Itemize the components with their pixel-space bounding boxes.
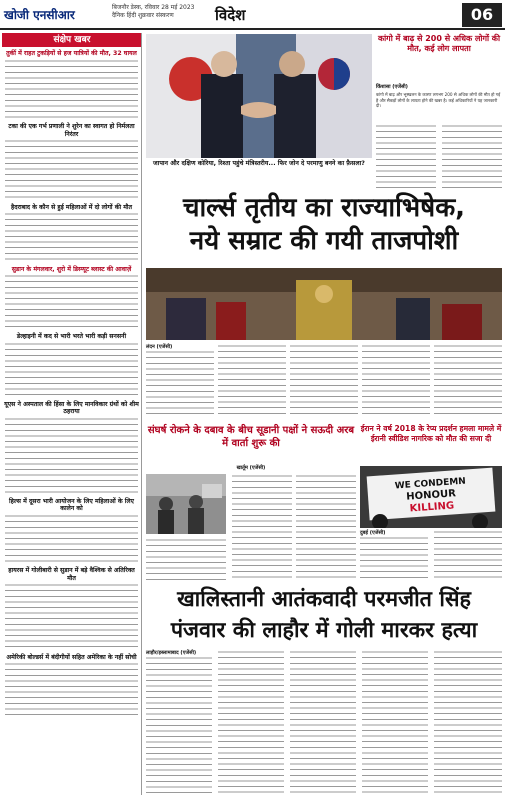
khalistani-killing-headline — [146, 584, 502, 648]
brief-news-text-lines — [5, 212, 138, 262]
dateline-edition: दैनिक हिंदी शुक्रवार संस्करण — [112, 12, 174, 19]
sudan-talks-headline: संघर्ष रोकने के दबाव के बीच सूडानी पक्षों ने सऊदी अरब में वार्ता शुरू की — [147, 425, 355, 449]
brief-news-headline: यूएस ने अस्पताल की हिंसा के लिए मानविकार ग्रंथों को शीम ठहराया — [4, 400, 139, 416]
iran-execution-headline: ईरान ने वर्ष 2018 के रेप्य प्रदर्शन हमला मामले में ईरानी स्वीडिश नागरिक को मौत की सजा दी — [360, 424, 502, 443]
banner-text-line1: WE CONDEMN — [394, 476, 467, 492]
coronation-headline-line1: चार्ल्स तृतीय का राज्याभिषेक, — [182, 193, 466, 223]
text-lines — [232, 474, 292, 580]
text-lines — [146, 350, 214, 416]
photo-caption: जापान और दक्षिण कोरिया, रिश्ता पहुंचे मंत्रिस्तरीय... फिर जोन दे परमाणु बनने का फ़ैसला? — [153, 160, 365, 167]
dateline — [112, 4, 195, 20]
brief-news-headline: हिल्स में दूसरा भारी आयोजन के लिए महिलाओं के लिए कालेन को — [9, 497, 134, 513]
brief-news-text-lines — [5, 274, 138, 330]
text-lines — [442, 124, 502, 188]
text-lines — [362, 650, 428, 796]
congo-flood-byline: किंशासा (एजेंसी) — [376, 84, 408, 90]
brief-news-text-lines — [5, 514, 138, 564]
newspaper-brand: खोजी एनसीआर — [4, 8, 75, 22]
coronation-byline: लंदन (एजेंसी) — [146, 344, 173, 350]
iran-execution-byline: दुबई (एजेंसी) — [360, 530, 386, 536]
coronation-byline-column — [146, 344, 214, 418]
section-title: विदेश — [215, 6, 246, 24]
brief-news-item — [2, 50, 141, 120]
sudan-talks-byline: खार्तूम (एजेंसी) — [236, 465, 266, 471]
brief-news-text-lines — [5, 342, 138, 398]
coronation-headline — [146, 192, 502, 266]
brief-news-headline: हैदराबाद के कौन से हुई महिलाओं में दो लोगों की मौत — [10, 203, 133, 211]
congo-flood-headline: कांगो में बाढ़ से 200 से अधिक लोगों की मौत, कई लोग लापता — [377, 34, 501, 53]
text-lines — [434, 530, 502, 580]
brief-news-text-lines — [5, 662, 138, 718]
text-lines — [218, 650, 284, 796]
brief-news-item — [2, 123, 141, 201]
text-lines — [146, 538, 226, 580]
brief-news-headline: हायरस में गोलीबारी से सुडान में बड़े वैश्विक से अतिरिक्त मौत — [8, 567, 135, 582]
brief-news-column — [2, 33, 142, 795]
khalistani-byline-column — [146, 650, 212, 796]
page-header — [0, 0, 505, 30]
brief-news-headline: सुडान के मंगलवार, शुरो में डिस्प्यूट ब्लास्ट की आवाज़ें — [11, 265, 132, 273]
banner-text-line3: KILLING — [409, 500, 455, 515]
coronation-headline-line2: नये सम्राट की गयी ताजपोशी — [189, 226, 459, 256]
text-lines — [296, 474, 356, 580]
text-lines — [434, 344, 502, 418]
brief-news-text-lines — [5, 59, 138, 121]
leaders-handshake-photo — [146, 34, 372, 158]
brief-news-item — [2, 498, 141, 564]
khalistani-killing-body — [146, 650, 502, 796]
brief-news-banner: संक्षेप खबर — [2, 33, 142, 47]
iran-execution-body — [360, 530, 502, 580]
brief-news-item — [2, 266, 141, 331]
brief-news-item — [2, 204, 141, 263]
text-lines — [146, 656, 212, 794]
banner-text-line2: HONOUR — [406, 488, 457, 503]
text-lines — [376, 124, 436, 188]
coronation-photo — [146, 268, 502, 340]
iran-byline-column — [360, 530, 428, 580]
brief-news-text-lines — [5, 417, 138, 495]
brief-news-headline: अमेरिकी बोल्डर्स में बंदीगीयों सहित अमेरिका के नहीं सोची — [6, 653, 137, 661]
text-lines — [290, 344, 358, 418]
khalistani-byline: लाहौर/इस्लामाबाद (एजेंसी) — [146, 650, 197, 656]
brief-news-headline: तुर्की में राहत टुकड़ियों से हज यात्रियों की मौत, 32 घायल — [6, 50, 137, 57]
text-lines — [360, 536, 428, 578]
honour-killing-protest-photo — [360, 466, 502, 528]
brief-news-item — [2, 401, 141, 495]
brief-news-list — [2, 50, 141, 718]
khalistani-headline-line2: पंजवार की लाहौर में गोली मारकर हत्या — [170, 618, 478, 643]
khalistani-headline-line1: खालिस्तानी आतंकवादी परमजीत सिंह — [177, 587, 471, 612]
congo-flood-body — [376, 84, 502, 188]
brief-news-item — [2, 654, 141, 719]
brief-news-item — [2, 567, 141, 650]
brief-news-item — [2, 333, 141, 398]
text-lines — [290, 650, 356, 796]
congo-flood-lead: कांगो में बाढ़ और भूस्खलन के कारण लगभग 200 से अधिक लोगों की मौत हो गई है और सैकड़ों लोगों के लापता होने की खबर है। कई अधिकारियों ने यह जानकारी दी। — [376, 92, 501, 109]
brief-news-text-lines — [5, 139, 138, 201]
brief-news-text-lines — [5, 583, 138, 650]
text-lines — [218, 344, 286, 418]
brief-news-headline: टका की एक गर्भ प्रणाली ने शुरेन का स्वागत हो निर्मलता निरंतर — [8, 123, 135, 138]
text-lines — [434, 650, 502, 796]
page-number: 06 — [462, 3, 502, 27]
brief-news-headline: डेल्हाइनी में कद से भारी भरते भारी कड़ी सनसनी — [16, 333, 127, 341]
text-lines — [362, 344, 430, 418]
sudan-protest-photo — [146, 474, 226, 534]
dateline-date: बिजनौर डेस्क, रविवार 28 मई 2023 — [112, 4, 195, 11]
coronation-body — [146, 344, 502, 418]
